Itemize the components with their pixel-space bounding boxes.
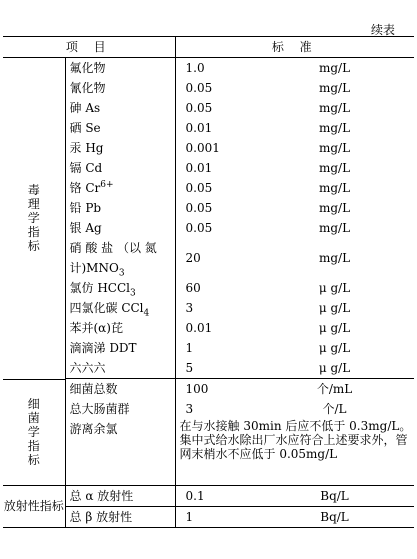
item-name: 六六六 xyxy=(65,358,175,379)
item-name: 氯仿 HCCl$_3$ xyxy=(65,278,175,298)
item-unit: 个/mL xyxy=(316,382,353,396)
item-value: 0.05 xyxy=(185,181,213,195)
table-row xyxy=(3,158,414,178)
item-value: 0.05 xyxy=(185,81,213,95)
item-unit: mg/L xyxy=(318,221,351,235)
item-name: 细菌总数 xyxy=(65,379,175,399)
item-unit: Bq/L xyxy=(255,506,414,527)
item-unit: μ g/L xyxy=(255,358,414,379)
table-row xyxy=(3,419,414,485)
header-standard: 标 准 xyxy=(175,37,414,58)
item-name: 硝 酸 盐 （以 氮 计)$MNO_3$ xyxy=(65,238,175,278)
item-unit: mg/L xyxy=(318,141,351,155)
item-value: 0.05 xyxy=(185,101,213,115)
item-value: 60 xyxy=(185,281,201,295)
table-row xyxy=(3,298,414,318)
item-name: 四氯化碳 CCl$_4$ xyxy=(65,298,175,318)
item-value: 5 xyxy=(175,358,255,379)
item-unit: μ g/L xyxy=(318,301,351,315)
item-value: 3 xyxy=(185,402,194,416)
table-row xyxy=(3,338,414,358)
table-row xyxy=(3,358,414,379)
table-header-row xyxy=(3,37,414,58)
item-unit: mg/L xyxy=(318,61,351,75)
category-toxicology: 毒 理 学 指 标 xyxy=(3,58,65,380)
item-value: 0.05 xyxy=(185,221,213,235)
item-name: 滴滴涕 DDT xyxy=(65,338,175,358)
item-unit: μ g/L xyxy=(318,281,351,295)
table-row xyxy=(3,506,414,527)
item-unit: mg/L xyxy=(318,161,351,175)
item-value: 0.01 xyxy=(185,161,213,175)
item-unit: μ g/L xyxy=(318,321,351,335)
item-unit: Bq/L xyxy=(255,485,414,506)
header-item: 项 目 xyxy=(3,37,175,58)
item-unit: mg/L xyxy=(318,81,351,95)
continued-label: 续表 xyxy=(370,23,395,37)
item-name: 汞 Hg xyxy=(65,138,175,158)
item-name: 铅 Pb xyxy=(65,198,175,218)
item-unit: 个/L xyxy=(322,402,347,416)
item-name: 氰化物 xyxy=(65,78,175,98)
table-row xyxy=(3,238,414,278)
item-value: 20 xyxy=(185,251,201,265)
table-row xyxy=(3,118,414,138)
table-row xyxy=(3,198,414,218)
item-value: 1.0 xyxy=(185,61,205,75)
item-name: 苯并(α)芘 xyxy=(65,318,175,338)
item-value: 1 xyxy=(175,506,255,527)
item-name: 游离余氯 xyxy=(65,419,175,485)
item-value: 0.001 xyxy=(185,141,220,155)
item-name: 总 β 放射性 xyxy=(65,506,175,527)
table-row xyxy=(3,399,414,419)
item-name: 银 Ag xyxy=(65,218,175,238)
table-row xyxy=(3,78,414,98)
item-name: 氟化物 xyxy=(65,58,175,79)
table-row xyxy=(3,318,414,338)
item-unit: mg/L xyxy=(318,121,351,135)
table-row xyxy=(3,485,414,506)
item-unit: mg/L xyxy=(318,201,351,215)
item-name: 砷 As xyxy=(65,98,175,118)
item-value: 0.01 xyxy=(185,321,213,335)
item-value: 100 xyxy=(185,382,209,396)
item-unit: mg/L xyxy=(318,181,351,195)
item-name: 总 α 放射性 xyxy=(65,485,175,506)
item-unit: mg/L xyxy=(318,251,351,265)
item-value: 1 xyxy=(185,341,194,355)
table-row xyxy=(3,178,414,198)
item-value: 3 xyxy=(185,301,194,315)
item-value: 0.01 xyxy=(185,121,213,135)
item-name: 总大肠菌群 xyxy=(65,399,175,419)
table-row xyxy=(3,278,414,298)
table-row xyxy=(3,138,414,158)
table-row xyxy=(3,98,414,118)
table-row xyxy=(3,379,414,399)
item-note: 在与水接触 30min 后应不低于 0.3mg/L。集中式给水除出厂水应符合上述要求外，管网末梢水不应低于 0.05mg/L xyxy=(175,419,414,485)
item-name: 铬 $Cr^{6+}$ xyxy=(65,178,175,198)
item-name: 镉 Cd xyxy=(65,158,175,178)
item-value: 0.1 xyxy=(175,485,255,506)
item-unit: mg/L xyxy=(318,101,351,115)
water-standard-table xyxy=(3,36,414,528)
category-bacteriology: 细 菌 学 指 标 xyxy=(3,379,65,485)
category-radioactivity: 放射性指标 xyxy=(3,485,65,527)
table-row xyxy=(3,218,414,238)
item-name: 硒 Se xyxy=(65,118,175,138)
item-value: 0.05 xyxy=(185,201,213,215)
item-unit: μ g/L xyxy=(318,341,351,355)
table-row xyxy=(3,58,414,79)
